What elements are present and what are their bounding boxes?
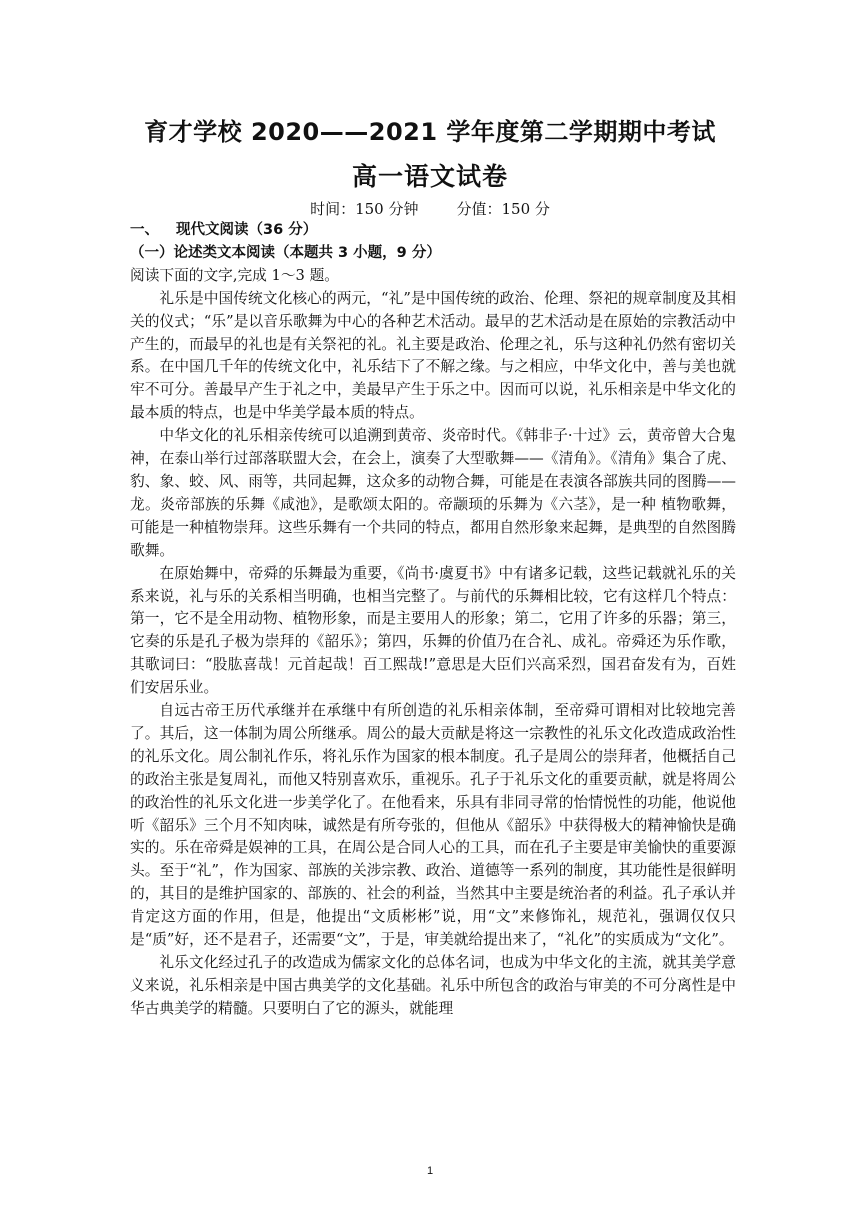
exam-time: 时间：150 分钟 (310, 200, 419, 218)
exam-body (130, 219, 736, 1021)
exam-title: 育才学校 2020——2021 学年度第二学期期中考试 (144, 118, 716, 146)
section-title: 现代文阅读（36 分） (176, 222, 318, 238)
paragraph: 礼乐文化经过孔子的改造成为儒家文化的总体名词，也成为中华文化的主流，就其美学意义来说，礼乐相亲是中国古典美学的文化基础。礼乐中所包含的政治与审美的不可分离性是中华古典美学的精髓。只要明白了它的源头，就能理 (130, 954, 736, 1017)
reading-instruction: 阅读下面的文字,完成 1～3 题。 (130, 266, 339, 284)
paragraph: 在原始舞中，帝舜的乐舞最为重要，《尚书·虞夏书》中有诸多记载，这些记载就礼乐的关系来说，礼与乐的关系相当明确，也相当完整了。与前代的乐舞相比较，它有这样几个特点：第一，它不是全用动物、植物形象，而是主要用人的形象；第二，它用了许多的乐器；第三，它奏的乐是孔子极为崇拜的《韶乐》；第四，乐舞的价值乃在合礼、成礼。帝舜还为乐作歌，其歌词曰：“股肱喜哉！元首起哉！百工熙哉!”意思是大臣们兴高采烈，国君奋发有为，百姓们安居乐业。 (130, 564, 736, 697)
subsection-heading: （一）论述类文本阅读（本题共 3 小题，9 分） (130, 244, 441, 261)
exam-subtitle: 高一语文试卷 (351, 162, 508, 191)
exam-score: 分值：150 分 (456, 200, 550, 218)
paragraph: 礼乐是中国传统文化核心的两元，“礼”是中国传统的政治、伦理、祭祀的规章制度及其相关的仪式；“乐”是以音乐歌舞为中心的各种艺术活动。最早的艺术活动是在原始的宗教活动中产生的，而最早的礼也是有关祭祀的礼。礼主要是政治、伦理之礼，乐与这种礼仍然有密切关系。在中国几千年的传统文化中，礼乐结下了不解之缘。与之相应，中华文化中，善与美也就牢不可分。善最早产生于礼之中，美最早产生于乐之中。因而可以说，礼乐相亲是中华文化的最本质的特点，也是中华美学最本质的特点。 (130, 289, 736, 422)
paragraph: 自远古帝王历代承继并在承继中有所创造的礼乐相亲体制，至帝舜可谓相对比较地完善了。其后，这一体制为周公所继承。周公的最大贡献是将这一宗教性的礼乐文化改造成政治性的礼乐文化。周公制礼作乐，将礼乐作为国家的根本制度。孔子是周公的崇拜者，他概括自己的政治主张是复周礼，而他又特别喜欢乐，重视乐。孔子于礼乐文化的重要贡献，就是将周公的政治性的礼乐文化进一步美学化了。在他看来，乐具有非同寻常的怡情悦性的功能，他说他听《韶乐》三个月不知肉味，诚然是有所夸张的，但他从《韶乐》中获得极大的精神愉快是确实的。乐在帝舜是娱神的工具，在周公是合同人心的工具，而在孔子主要是审美愉快的重要源头。至于“礼”，作为国家、部族的关涉宗教、政治、道德等一系列的制度，其功能性是很鲜明的，其目的是维护国家的、部族的、社会的利益，当然其中主要是统治者的利益。孔子承认并肯定这方面的作用，但是，他提出“文质彬彬”说，用“文”来修饰礼，规范礼，强调仅仅只是“质”好，还不是君子，还需要“文”，于是，审美就给提出来了，“礼化”的实质成为“文化”。 (130, 702, 736, 949)
page-number: 1 (426, 1165, 434, 1177)
paragraph: 中华文化的礼乐相亲传统可以追溯到黄帝、炎帝时代。《韩非子·十过》云，黄帝曾大合鬼神，在泰山举行过部落联盟大会，在会上，演奏了大型歌舞——《清角》。《清角》集合了虎、豹、象、蛟、风、雨等，共同起舞，这众多的动物合舞，可能是在表演各部族共同的图腾——龙。炎帝部族的乐舞《咸池》，是歌颂太阳的。帝颛顼的乐舞为《六茎》，是一种 植物歌舞，可能是一种植物崇拜。这些乐舞有一个共同的特点，都用自然形象来起舞，是典型的自然图腾歌舞。 (130, 427, 736, 559)
section-number: 一、 (130, 222, 159, 238)
section-heading (130, 219, 736, 242)
exam-meta (0, 198, 860, 219)
